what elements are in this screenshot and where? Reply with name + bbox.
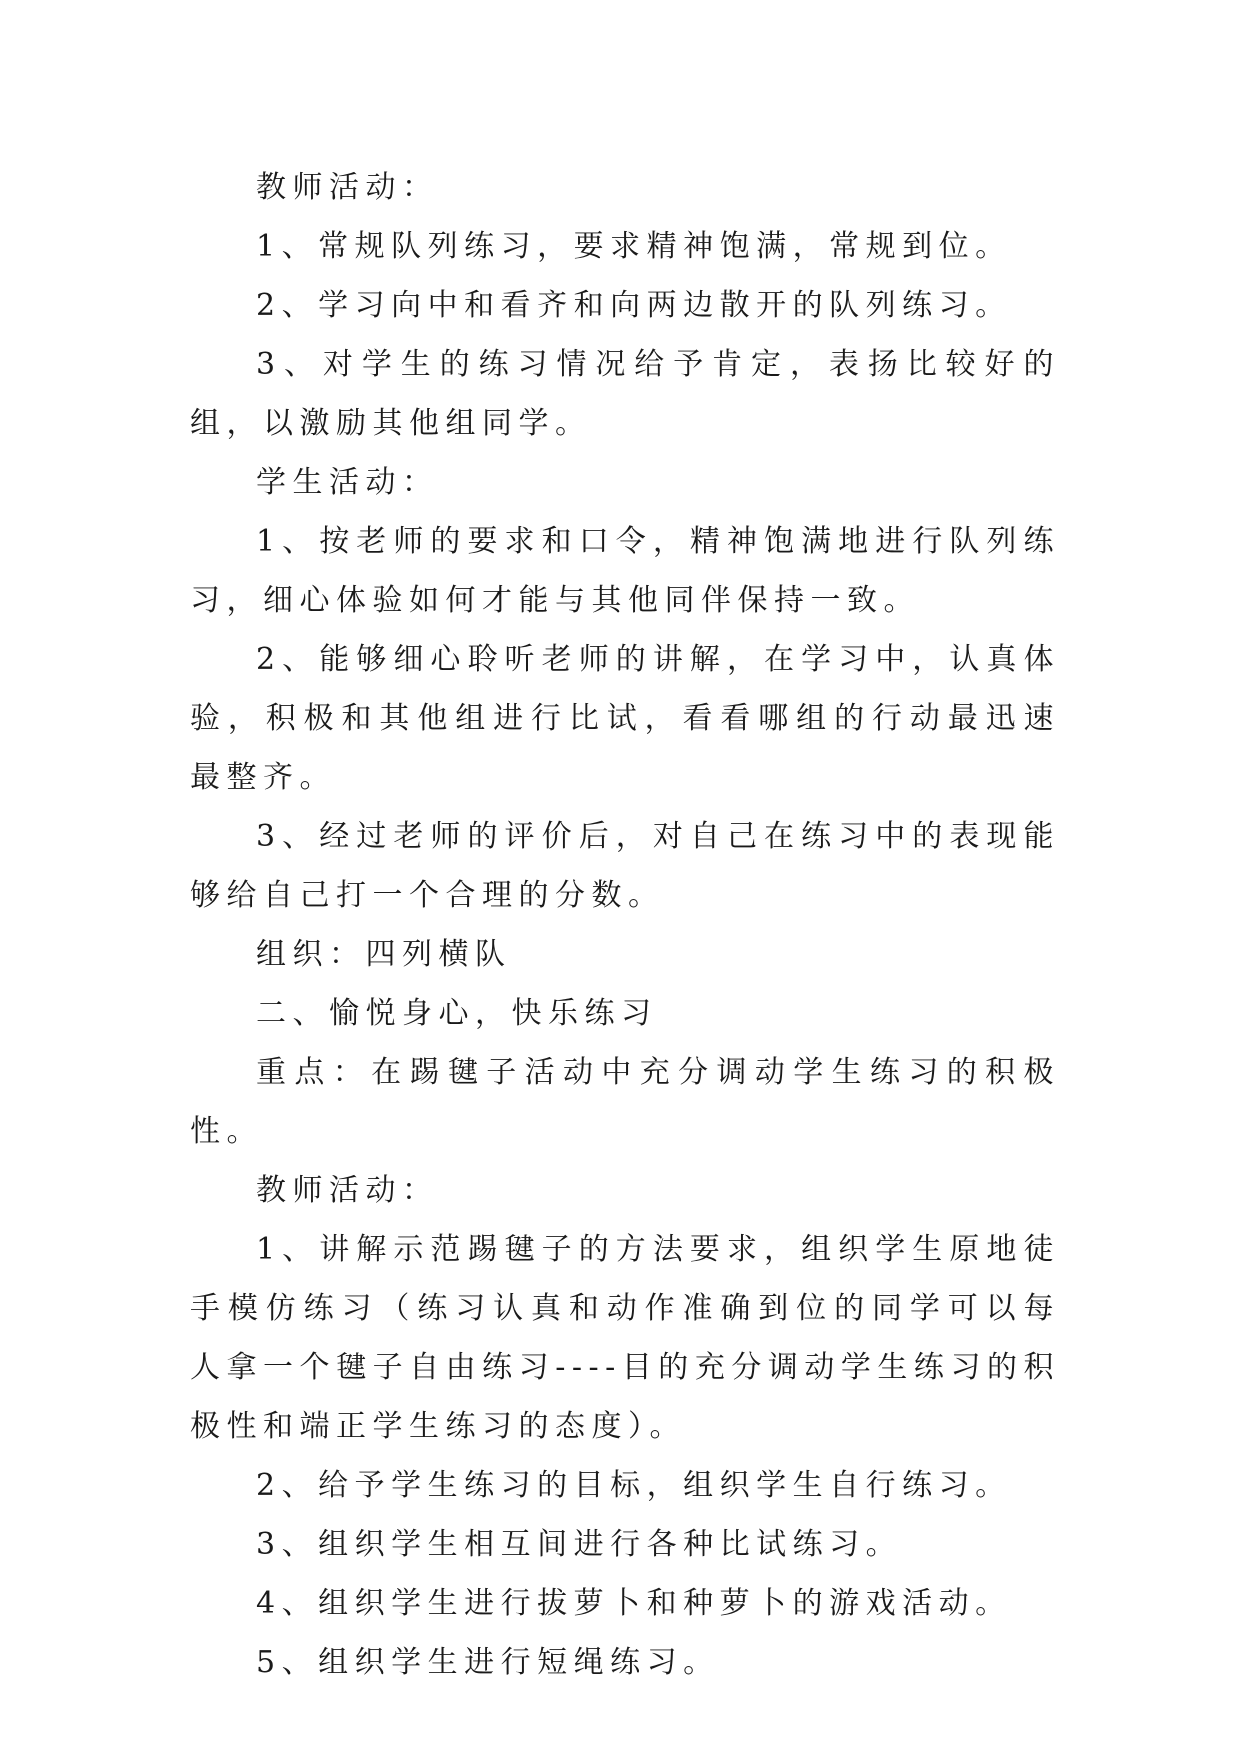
paragraph-student-item-3: 3、经过老师的评价后，对自己在练习中的表现能够给自己打一个合理的分数。 bbox=[190, 819, 1060, 913]
paragraph-teacher2-item-2: 2、给予学生练习的目标，组织学生自行练习。 bbox=[256, 1468, 1012, 1503]
document-body bbox=[190, 158, 1060, 1692]
paragraph-student-activity-heading: 学生活动： bbox=[256, 465, 439, 500]
paragraph-teacher-activity-heading: 教师活动： bbox=[256, 170, 439, 205]
paragraph-section-heading: 二、愉悦身心，快乐练习 bbox=[256, 996, 658, 1031]
paragraph-teacher2-item-1: 1、讲解示范踢毽子的方法要求，组织学生原地徒手模仿练习（练习认真和动作准确到位的同学可以每人拿一个毽子自由练习----目的充分调动学生练习的积极性和端正学生练习的态度）。 bbox=[190, 1232, 1060, 1444]
paragraph-teacher2-item-3: 3、组织学生相互间进行各种比试练习。 bbox=[256, 1527, 903, 1562]
paragraph-teacher-item-3: 3、对学生的练习情况给予肯定，表扬比较好的组，以激励其他组同学。 bbox=[190, 347, 1060, 441]
paragraph-teacher-activity-heading-2: 教师活动： bbox=[256, 1173, 439, 1208]
paragraph-key-point: 重点：在踢毽子活动中充分调动学生练习的积极性。 bbox=[190, 1055, 1060, 1149]
paragraph-organization: 组织：四列横队 bbox=[256, 937, 512, 972]
paragraph-teacher2-item-5: 5、组织学生进行短绳练习。 bbox=[256, 1645, 720, 1680]
paragraph-teacher-item-2: 2、学习向中和看齐和向两边散开的队列练习。 bbox=[256, 288, 1012, 323]
paragraph-student-item-2: 2、能够细心聆听老师的讲解，在学习中，认真体验，积极和其他组进行比试，看看哪组的行动最迅速最整齐。 bbox=[190, 642, 1060, 795]
paragraph-student-item-1: 1、按老师的要求和口令，精神饱满地进行队列练习，细心体验如何才能与其他同伴保持一致。 bbox=[190, 524, 1060, 618]
paragraph-teacher-item-1: 1、常规队列练习，要求精神饱满，常规到位。 bbox=[256, 229, 1012, 264]
paragraph-teacher2-item-4: 4、组织学生进行拔萝卜和种萝卜的游戏活动。 bbox=[256, 1586, 1012, 1621]
